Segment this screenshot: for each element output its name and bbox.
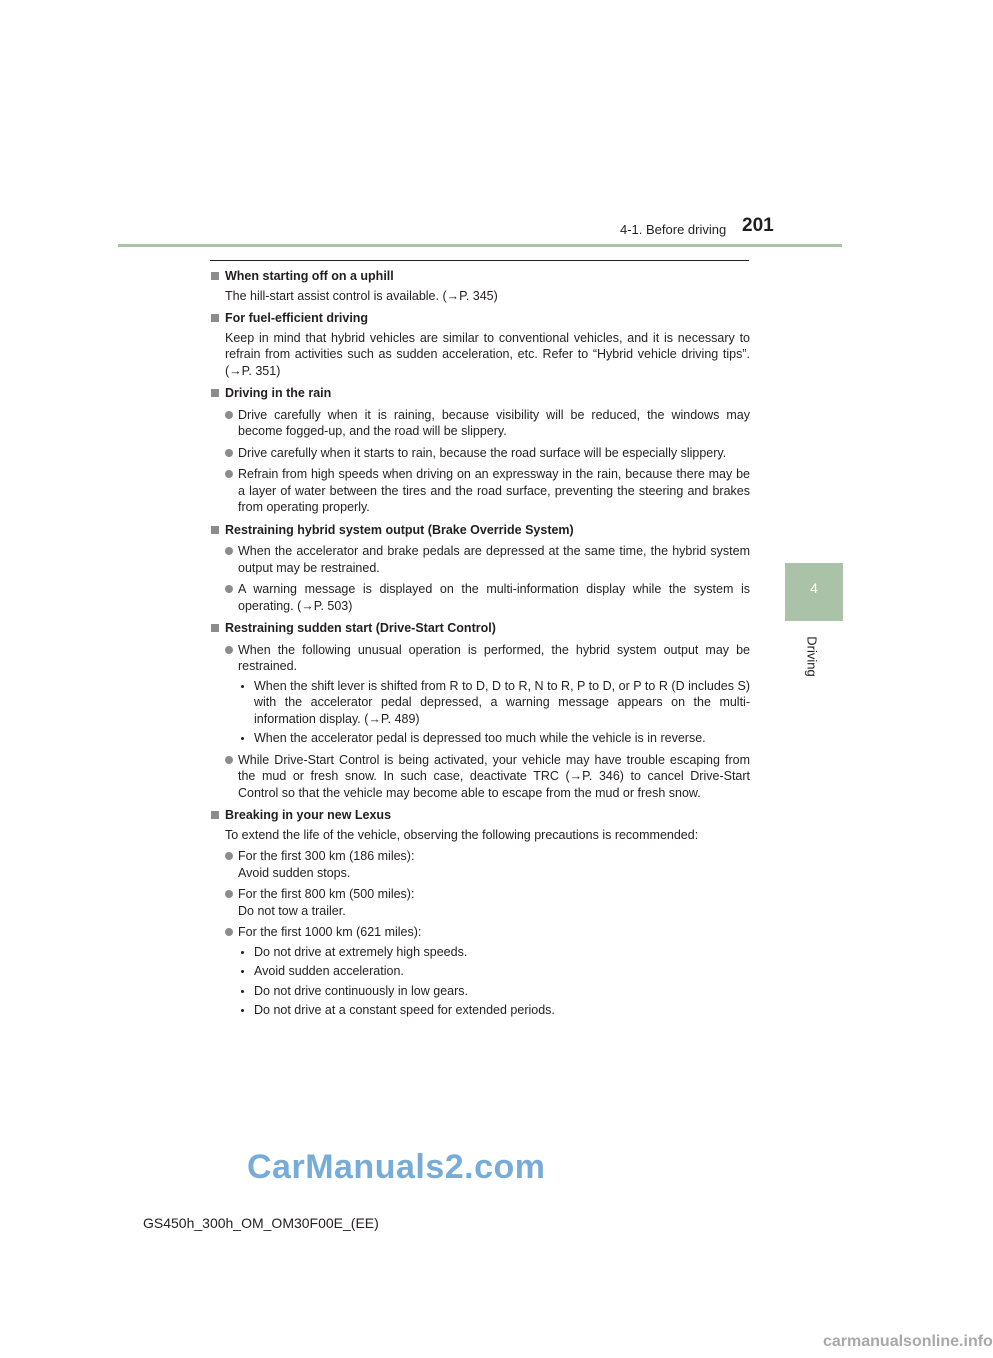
document-code: GS450h_300h_OM_OM30F00E_(EE) <box>143 1215 379 1231</box>
list-item: A warning message is displayed on the multi-information display while the system is operating. (→P. 503) <box>210 581 750 614</box>
small-bullet-icon <box>241 737 244 740</box>
page-number: 201 <box>742 215 774 236</box>
section-heading: For fuel-efficient driving <box>210 310 750 327</box>
section-heading: Driving in the rain <box>210 385 750 402</box>
page-content <box>210 268 750 1019</box>
small-bullet-icon <box>241 990 244 993</box>
small-bullet-icon <box>241 951 244 954</box>
round-bullet-icon <box>225 449 233 457</box>
section-heading: Restraining hybrid system output (Brake Override System) <box>210 522 750 539</box>
chapter-name: Driving <box>804 635 820 677</box>
list-item: Refrain from high speeds when driving on an expressway in the rain, because there may be a layer of water between the tires and the road surface, preventing the steering and brakes from operating properly. <box>210 466 750 516</box>
small-bullet-icon <box>241 970 244 973</box>
list-item: For the first 800 km (500 miles): Do not tow a trailer. <box>210 886 750 919</box>
round-bullet-icon <box>225 646 233 654</box>
chapter-number: 4 <box>810 580 818 596</box>
watermark-logo: CarManuals2.com <box>247 1148 546 1186</box>
sub-list-item: When the accelerator pedal is depressed too much while the vehicle is in reverse. <box>210 730 750 747</box>
square-bullet-icon <box>211 389 219 397</box>
sub-list-item: Do not drive continuously in low gears. <box>210 983 750 1000</box>
round-bullet-icon <box>225 890 233 898</box>
list-item: When the accelerator and brake pedals are depressed at the same time, the hybrid system output may be restrained. <box>210 543 750 576</box>
chapter-name-vertical <box>792 632 832 680</box>
round-bullet-icon <box>225 756 233 764</box>
list-item: When the following unusual operation is performed, the hybrid system output may be restrained. <box>210 642 750 675</box>
section-heading: Restraining sudden start (Drive-Start Control) <box>210 620 750 637</box>
section-paragraph: The hill-start assist control is available. (→P. 345) <box>225 288 498 303</box>
section-paragraph: To extend the life of the vehicle, observing the following precautions is recommended: <box>225 827 699 842</box>
square-bullet-icon <box>211 526 219 534</box>
round-bullet-icon <box>225 852 233 860</box>
round-bullet-icon <box>225 928 233 936</box>
round-bullet-icon <box>225 585 233 593</box>
section-paragraph: Keep in mind that hybrid vehicles are similar to conventional vehicles, and it is necessary to refrain from activities such as sudden acceleration, etc. Refer to “Hybrid vehicle driving tips”. (→P. 351) <box>225 330 750 378</box>
sub-list-item: Avoid sudden acceleration. <box>210 963 750 980</box>
small-bullet-icon <box>241 685 244 688</box>
round-bullet-icon <box>225 470 233 478</box>
round-bullet-icon <box>225 411 233 419</box>
footer-site-logo: carmanualsonline.info <box>823 1333 993 1350</box>
sub-list-item: Do not drive at extremely high speeds. <box>210 944 750 961</box>
square-bullet-icon <box>211 624 219 632</box>
section-heading: When starting off on a uphill <box>210 268 750 285</box>
chapter-tab <box>785 563 843 621</box>
list-item: For the first 1000 km (621 miles): <box>210 924 750 941</box>
square-bullet-icon <box>211 811 219 819</box>
square-bullet-icon <box>211 272 219 280</box>
list-item: For the first 300 km (186 miles): Avoid sudden stops. <box>210 848 750 881</box>
list-item: Drive carefully when it is raining, because visibility will be reduced, the windows may become fogged-up, and the road will be slippery. <box>210 407 750 440</box>
sub-list-item: When the shift lever is shifted from R to D, D to R, N to R, P to D, or P to R (D includes S) with the accelerator pedal depressed, a warning message appears on the multi-information display. (→P. 489) <box>210 678 750 728</box>
running-header-section: 4-1. Before driving <box>620 222 727 237</box>
section-heading: Breaking in your new Lexus <box>210 807 750 824</box>
list-item: Drive carefully when it starts to rain, because the road surface will be especially slippery. <box>210 445 750 462</box>
list-item: While Drive-Start Control is being activated, your vehicle may have trouble escaping from the mud or fresh snow. In such case, deactivate TRC (→P. 346) to cancel Drive-Start Control so that the vehicle may become able to escape from the mud or fresh snow. <box>210 752 750 802</box>
sub-list-item: Do not drive at a constant speed for extended periods. <box>210 1002 750 1019</box>
small-bullet-icon <box>241 1009 244 1012</box>
round-bullet-icon <box>225 547 233 555</box>
square-bullet-icon <box>211 314 219 322</box>
header-rule <box>118 244 842 247</box>
content-top-rule <box>210 260 749 261</box>
